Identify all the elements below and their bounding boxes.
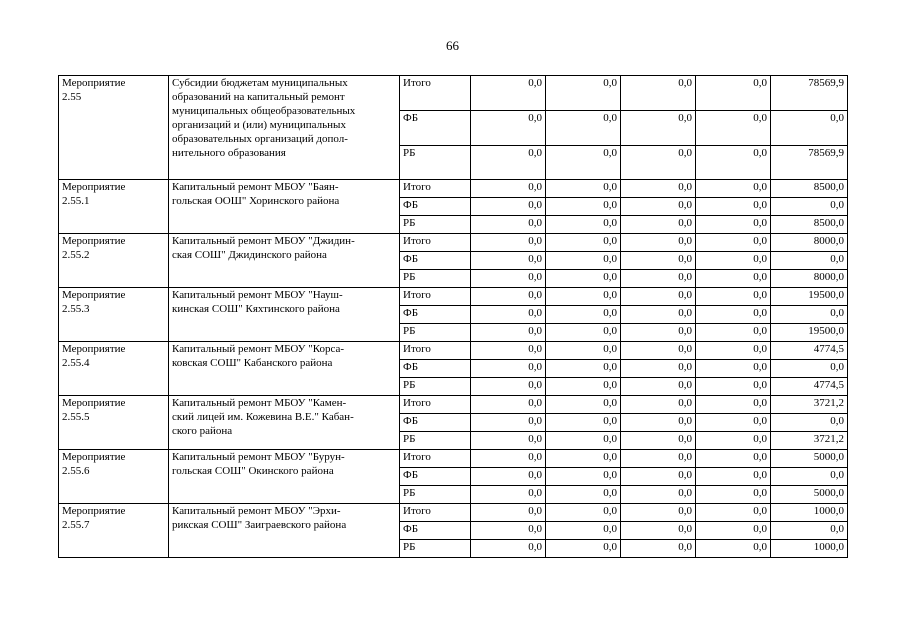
event-cell — [59, 396, 169, 450]
amount-cell: 19500,0 — [771, 324, 848, 342]
amount-cell: 1000,0 — [771, 540, 848, 558]
amount-cell: 0,0 — [471, 252, 546, 270]
amount-cell: 0,0 — [546, 198, 621, 216]
amount-cell: 0,0 — [696, 450, 771, 468]
amount-cell: 0,0 — [621, 270, 696, 288]
amount-cell: 0,0 — [546, 270, 621, 288]
description-line: Капитальный ремонт МБОУ "Джидин- — [172, 235, 355, 247]
amount-cell: 0,0 — [471, 216, 546, 234]
amount-cell: 0,0 — [546, 76, 621, 111]
amount-cell: 0,0 — [621, 234, 696, 252]
amount-cell: 0,0 — [471, 360, 546, 378]
amount-cell: 0,0 — [621, 468, 696, 486]
amount-cell: 0,0 — [546, 486, 621, 504]
amount-cell: 0,0 — [696, 360, 771, 378]
description-cell — [169, 234, 400, 288]
amount-cell: 0,0 — [621, 146, 696, 180]
amount-cell: 0,0 — [546, 432, 621, 450]
event-label-line: 2.55.2 — [62, 249, 90, 261]
amount-cell: 0,0 — [471, 324, 546, 342]
description-line: Капитальный ремонт МБОУ "Эрхи- — [172, 505, 341, 517]
amount-cell: 0,0 — [621, 450, 696, 468]
amount-cell: 0,0 — [696, 288, 771, 306]
amount-cell: 0,0 — [696, 111, 771, 146]
amount-cell: 0,0 — [546, 378, 621, 396]
budget-table-body — [59, 76, 848, 558]
amount-cell: 0,0 — [621, 111, 696, 146]
amount-cell: 0,0 — [771, 198, 848, 216]
amount-cell: 0,0 — [696, 252, 771, 270]
description-cell — [169, 288, 400, 342]
description-cell — [169, 342, 400, 396]
amount-cell: 0,0 — [771, 252, 848, 270]
amount-cell: 0,0 — [546, 216, 621, 234]
amount-cell: 0,0 — [471, 450, 546, 468]
description-line: ский лицей им. Кожевина В.Е." Кабан- — [172, 411, 354, 423]
amount-cell: 3721,2 — [771, 396, 848, 414]
amount-cell: 0,0 — [621, 414, 696, 432]
budget-table — [58, 75, 848, 558]
description-line: муниципальных общеобразовательных — [172, 105, 356, 117]
amount-cell: 0,0 — [546, 468, 621, 486]
amount-cell: 0,0 — [696, 198, 771, 216]
event-label-line: 2.55 — [62, 91, 82, 103]
amount-cell: 0,0 — [471, 378, 546, 396]
amount-cell: 0,0 — [621, 540, 696, 558]
funding-source-cell: ФБ — [400, 414, 471, 432]
description-line: Субсидии бюджетам муниципальных — [172, 77, 348, 89]
description-line: Капитальный ремонт МБОУ "Баян- — [172, 181, 339, 193]
funding-source-cell: РБ — [400, 540, 471, 558]
amount-cell: 0,0 — [621, 288, 696, 306]
amount-cell: 0,0 — [546, 540, 621, 558]
event-label-line: 2.55.4 — [62, 357, 90, 369]
description-cell — [169, 180, 400, 234]
description-line: Капитальный ремонт МБОУ "Корса- — [172, 343, 345, 355]
amount-cell: 0,0 — [546, 342, 621, 360]
amount-cell: 0,0 — [696, 234, 771, 252]
amount-cell: 0,0 — [696, 342, 771, 360]
event-cell — [59, 450, 169, 504]
description-line: ского района — [172, 425, 233, 437]
amount-cell: 0,0 — [696, 396, 771, 414]
event-label-line: Мероприятие — [62, 181, 126, 193]
amount-cell: 0,0 — [471, 288, 546, 306]
funding-source-cell: ФБ — [400, 522, 471, 540]
amount-cell: 0,0 — [771, 306, 848, 324]
amount-cell: 0,0 — [696, 306, 771, 324]
amount-cell: 0,0 — [471, 504, 546, 522]
amount-cell: 0,0 — [621, 486, 696, 504]
description-line: ская СОШ" Джидинского района — [172, 249, 327, 261]
funding-source-cell: Итого — [400, 504, 471, 522]
amount-cell: 0,0 — [621, 522, 696, 540]
amount-cell: 1000,0 — [771, 504, 848, 522]
funding-source-cell: ФБ — [400, 252, 471, 270]
amount-cell: 0,0 — [621, 306, 696, 324]
amount-cell: 0,0 — [696, 270, 771, 288]
amount-cell: 0,0 — [696, 504, 771, 522]
amount-cell: 0,0 — [696, 432, 771, 450]
amount-cell: 5000,0 — [771, 450, 848, 468]
amount-cell: 0,0 — [696, 468, 771, 486]
funding-source-cell: РБ — [400, 432, 471, 450]
amount-cell: 0,0 — [696, 414, 771, 432]
funding-source-cell: Итого — [400, 234, 471, 252]
amount-cell: 0,0 — [771, 414, 848, 432]
amount-cell: 0,0 — [471, 180, 546, 198]
amount-cell: 0,0 — [771, 468, 848, 486]
amount-cell: 0,0 — [621, 342, 696, 360]
amount-cell: 0,0 — [621, 324, 696, 342]
description-line: кинская СОШ" Кяхтинского района — [172, 303, 340, 315]
event-label-line: 2.55.5 — [62, 411, 90, 423]
amount-cell: 0,0 — [696, 76, 771, 111]
amount-cell: 0,0 — [771, 111, 848, 146]
event-label-line: Мероприятие — [62, 451, 126, 463]
event-cell — [59, 288, 169, 342]
amount-cell: 0,0 — [546, 324, 621, 342]
amount-cell: 0,0 — [621, 252, 696, 270]
funding-source-cell: Итого — [400, 450, 471, 468]
amount-cell: 0,0 — [471, 468, 546, 486]
funding-source-cell: РБ — [400, 378, 471, 396]
event-cell — [59, 234, 169, 288]
amount-cell: 0,0 — [471, 486, 546, 504]
amount-cell: 78569,9 — [771, 146, 848, 180]
amount-cell: 0,0 — [546, 522, 621, 540]
amount-cell: 0,0 — [696, 324, 771, 342]
amount-cell: 8500,0 — [771, 216, 848, 234]
event-label-line: 2.55.7 — [62, 519, 90, 531]
amount-cell: 0,0 — [771, 522, 848, 540]
event-cell — [59, 76, 169, 180]
amount-cell: 0,0 — [621, 76, 696, 111]
event-label-line: 2.55.1 — [62, 195, 90, 207]
amount-cell: 0,0 — [696, 216, 771, 234]
description-line: гольская ООШ" Хоринского района — [172, 195, 340, 207]
description-line: Капитальный ремонт МБОУ "Науш- — [172, 289, 343, 301]
amount-cell: 0,0 — [546, 450, 621, 468]
amount-cell: 78569,9 — [771, 76, 848, 111]
amount-cell: 8000,0 — [771, 270, 848, 288]
event-label-line: Мероприятие — [62, 235, 126, 247]
amount-cell: 0,0 — [471, 396, 546, 414]
funding-source-cell: ФБ — [400, 111, 471, 146]
amount-cell: 0,0 — [621, 216, 696, 234]
description-cell — [169, 450, 400, 504]
description-line: Капитальный ремонт МБОУ "Бурун- — [172, 451, 345, 463]
table-row — [59, 396, 848, 414]
description-line: гольская СОШ" Окинского района — [172, 465, 334, 477]
funding-source-cell: РБ — [400, 216, 471, 234]
funding-source-cell: ФБ — [400, 360, 471, 378]
amount-cell: 0,0 — [771, 360, 848, 378]
amount-cell: 4774,5 — [771, 342, 848, 360]
table-row — [59, 180, 848, 198]
amount-cell: 0,0 — [471, 432, 546, 450]
amount-cell: 0,0 — [621, 198, 696, 216]
description-line: образовательных организаций допол- — [172, 133, 348, 145]
amount-cell: 0,0 — [546, 504, 621, 522]
description-cell — [169, 76, 400, 180]
amount-cell: 0,0 — [471, 76, 546, 111]
description-line: нительного образования — [172, 147, 286, 159]
amount-cell: 0,0 — [546, 111, 621, 146]
description-line: ковская СОШ" Кабанского района — [172, 357, 333, 369]
event-label-line: Мероприятие — [62, 397, 126, 409]
amount-cell: 0,0 — [696, 180, 771, 198]
amount-cell: 5000,0 — [771, 486, 848, 504]
description-cell — [169, 504, 400, 558]
funding-source-cell: Итого — [400, 180, 471, 198]
event-label-line: 2.55.6 — [62, 465, 90, 477]
table-row — [59, 76, 848, 111]
amount-cell: 0,0 — [471, 522, 546, 540]
amount-cell: 0,0 — [696, 486, 771, 504]
amount-cell: 8000,0 — [771, 234, 848, 252]
amount-cell: 0,0 — [471, 270, 546, 288]
event-cell — [59, 342, 169, 396]
amount-cell: 0,0 — [621, 504, 696, 522]
amount-cell: 0,0 — [696, 378, 771, 396]
amount-cell: 0,0 — [546, 396, 621, 414]
amount-cell: 8500,0 — [771, 180, 848, 198]
amount-cell: 0,0 — [471, 198, 546, 216]
amount-cell: 0,0 — [546, 180, 621, 198]
amount-cell: 0,0 — [546, 234, 621, 252]
amount-cell: 0,0 — [546, 306, 621, 324]
funding-source-cell: РБ — [400, 270, 471, 288]
funding-source-cell: ФБ — [400, 306, 471, 324]
description-line: организаций и (или) муниципальных — [172, 119, 346, 131]
amount-cell: 0,0 — [546, 414, 621, 432]
amount-cell: 0,0 — [546, 288, 621, 306]
amount-cell: 0,0 — [471, 414, 546, 432]
amount-cell: 0,0 — [621, 360, 696, 378]
amount-cell: 0,0 — [471, 342, 546, 360]
funding-source-cell: РБ — [400, 324, 471, 342]
amount-cell: 0,0 — [546, 252, 621, 270]
amount-cell: 19500,0 — [771, 288, 848, 306]
amount-cell: 0,0 — [696, 522, 771, 540]
funding-source-cell: Итого — [400, 342, 471, 360]
amount-cell: 0,0 — [696, 146, 771, 180]
amount-cell: 0,0 — [621, 378, 696, 396]
table-row — [59, 288, 848, 306]
event-label-line: 2.55.3 — [62, 303, 90, 315]
event-cell — [59, 180, 169, 234]
description-line: образований на капитальный ремонт — [172, 91, 345, 103]
amount-cell: 0,0 — [621, 432, 696, 450]
funding-source-cell: РБ — [400, 486, 471, 504]
table-row — [59, 450, 848, 468]
amount-cell: 0,0 — [696, 540, 771, 558]
funding-source-cell: РБ — [400, 146, 471, 180]
description-cell — [169, 396, 400, 450]
table-row — [59, 504, 848, 522]
event-label-line: Мероприятие — [62, 77, 126, 89]
funding-source-cell: ФБ — [400, 198, 471, 216]
amount-cell: 3721,2 — [771, 432, 848, 450]
event-cell — [59, 504, 169, 558]
amount-cell: 0,0 — [471, 540, 546, 558]
amount-cell: 0,0 — [546, 360, 621, 378]
amount-cell: 0,0 — [471, 146, 546, 180]
amount-cell: 0,0 — [621, 180, 696, 198]
event-label-line: Мероприятие — [62, 289, 126, 301]
event-label-line: Мероприятие — [62, 505, 126, 517]
amount-cell: 4774,5 — [771, 378, 848, 396]
event-label-line: Мероприятие — [62, 343, 126, 355]
table-row — [59, 342, 848, 360]
table-row — [59, 234, 848, 252]
amount-cell: 0,0 — [471, 306, 546, 324]
funding-source-cell: ФБ — [400, 468, 471, 486]
amount-cell: 0,0 — [546, 146, 621, 180]
page-number: 66 — [446, 38, 459, 53]
description-line: рикская СОШ" Заиграевского района — [172, 519, 347, 531]
description-line: Капитальный ремонт МБОУ "Камен- — [172, 397, 347, 409]
amount-cell: 0,0 — [471, 234, 546, 252]
amount-cell: 0,0 — [621, 396, 696, 414]
amount-cell: 0,0 — [471, 111, 546, 146]
funding-source-cell: Итого — [400, 76, 471, 111]
funding-source-cell: Итого — [400, 396, 471, 414]
funding-source-cell: Итого — [400, 288, 471, 306]
